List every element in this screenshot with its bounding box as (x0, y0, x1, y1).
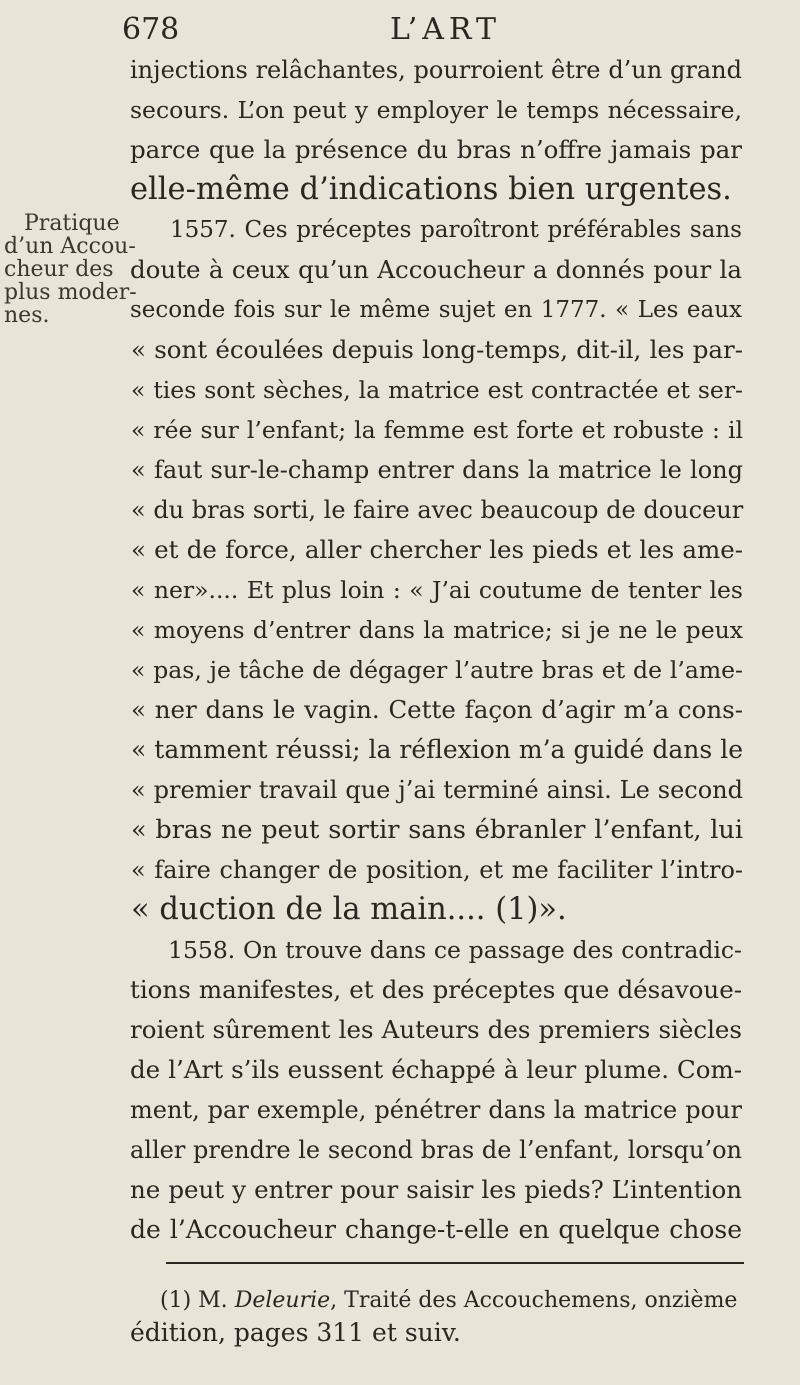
text-line: 1558. On trouve dans ce passage des contradic- (168, 936, 742, 964)
text-line: tions manifestes, et des préceptes que désavoue- (130, 975, 742, 1004)
text-line: « faut sur-le-champ entrer dans la matrice le long (131, 456, 743, 484)
text-line: « rée sur l’enfant; la femme est forte et robuste : il (131, 416, 743, 444)
text-line: 1557. Ces préceptes paroîtront préférables sans (170, 217, 742, 243)
margin-note-line: d’un Accou- (4, 234, 136, 259)
text-line: « sont écoulées depuis long-temps, dit-il, les par- (131, 335, 743, 364)
text-line: « ties sont sèches, la matrice est contractée et ser- (131, 376, 743, 404)
text-line: « tamment réussi; la réflexion m’a guidé dans le (131, 735, 743, 764)
margin-note-line: plus moder- (4, 280, 137, 305)
text-line: seconde fois sur le même sujet en 1777. « Les eaux (130, 297, 742, 323)
text-line: ment, par exemple, pénétrer dans la matrice pour (130, 1096, 742, 1124)
margin-note-line: nes. (4, 303, 50, 328)
margin-note-line: Pratique (24, 211, 120, 236)
text-line: roient sûrement les Auteurs des premiers siècles (130, 1015, 742, 1044)
text-line: ne peut y entrer pour saisir les pieds? L’intention (130, 1175, 742, 1204)
text-line: « ner dans le vagin. Cette façon d’agir m’a cons- (131, 695, 743, 724)
margin-note-line: cheur des (4, 257, 114, 282)
page-number: 678 (122, 12, 180, 47)
text-line: de l’Accoucheur change-t-elle en quelque chose (130, 1215, 742, 1244)
text-line: « et de force, aller chercher les pieds et les ame- (131, 535, 743, 564)
footnote-line: édition, pages 311 et suiv. (130, 1318, 461, 1347)
text-line: secours. L’on peut y employer le temps nécessaire, (130, 96, 742, 124)
text-line: « ner».... Et plus loin : « J’ai coutume de tenter les (131, 576, 743, 604)
page-header (120, 6, 740, 54)
text-line: aller prendre le second bras de l’enfant, lorsqu’on (130, 1136, 742, 1164)
text-line: doute à ceux qu’un Accoucheur a donnés pour la (130, 255, 742, 284)
text-line: « du bras sorti, le faire avec beaucoup de douceur (131, 496, 744, 524)
text-line: injections relâchantes, pourroient être d’un grand (130, 56, 742, 84)
text-line: « bras ne peut sortir sans ébranler l’enfant, lui (131, 815, 743, 845)
text-line: « faire changer de position, et me faciliter l’intro- (131, 856, 743, 884)
text-line: « premier travail que j’ai terminé ainsi. Le second (131, 776, 743, 804)
footnote-line (160, 1286, 745, 1316)
text-line: elle-même d’indications bien urgentes. (130, 172, 732, 207)
text-line: « duction de la main.... (1)». (131, 892, 567, 927)
text-line: « pas, je tâche de dégager l’autre bras et de l’ame- (131, 656, 743, 684)
running-title: L’ART (390, 12, 502, 47)
footnote-rule (166, 1262, 744, 1264)
text-line: de l’Art s’ils eussent échappé à leur plume. Com- (130, 1055, 742, 1084)
text-line: « moyens d’entrer dans la matrice; si je ne le peux (131, 616, 743, 644)
footnote-author: Deleurie (234, 1288, 331, 1313)
footnote-text: , Traité des Accouchemens, onzième (330, 1288, 738, 1313)
footnote-marker: (1) M. (160, 1288, 228, 1313)
text-line: parce que la présence du bras n’offre jamais par (130, 135, 742, 164)
